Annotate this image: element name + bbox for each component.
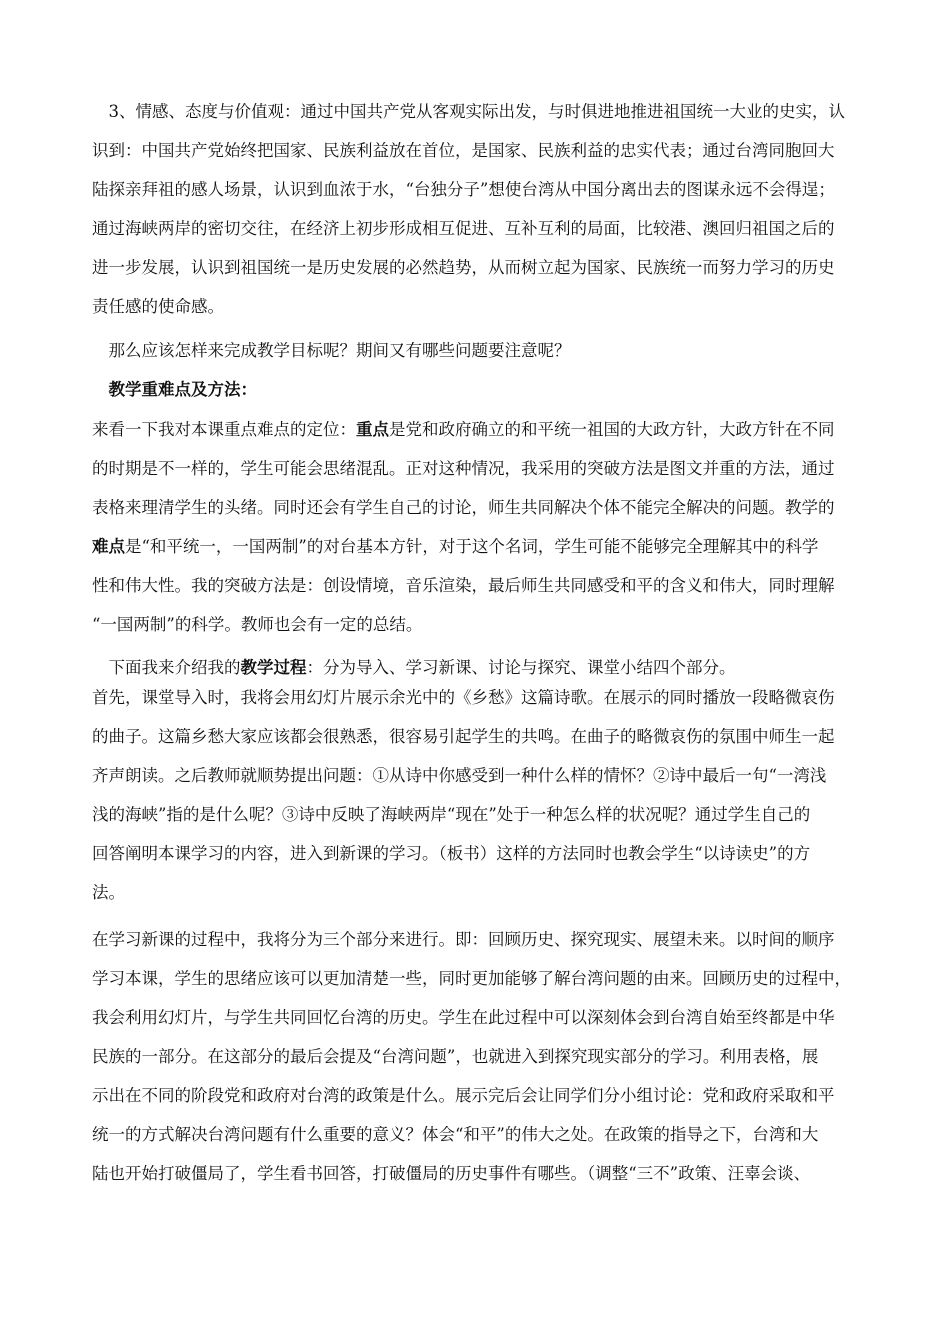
text-line [92, 459, 835, 479]
text-segment: 齐声朗读。之后教师就顺势提出问题：①从诗中你感受到一种什么样的情怀？②诗中最后一句“一湾浅 [92, 766, 827, 785]
text-line [92, 615, 422, 635]
text-segment: 示出在不同的阶段党和政府对台湾的政策是什么。展示完后会让同学们分小组讨论：党和政府采取和平 [92, 1086, 835, 1105]
text-segment: 的时期是不一样的，学生可能会思绪混乱。正对这种情况，我采用的突破方法是图文并重的方法，通过 [92, 459, 835, 478]
bold-text-segment: 重点 [356, 420, 389, 439]
text-segment: 的曲子。这篇乡愁大家应该都会很熟悉，很容易引起学生的共鸣。在曲子的略微哀伤的氛围中师生一起 [92, 727, 835, 746]
text-segment: 识到：中国共产党始终把国家、民族利益放在首位，是国家、民族利益的忠实代表；通过台湾同胞回大 [92, 141, 835, 160]
text-line [92, 688, 835, 708]
text-segment: ：分为导入、学习新课、讨论与探究、课堂小结四个部分。 [306, 658, 736, 677]
text-line [92, 141, 835, 161]
text-line [92, 341, 571, 361]
text-segment: 进一步发展，认识到祖国统一是历史发展的必然趋势，从而树立起为国家、民族统一而努力学习的历史 [92, 258, 835, 277]
text-line [92, 766, 826, 786]
text-line [92, 1086, 835, 1106]
text-segment: 首先，课堂导入时，我将会用幻灯片展示余光中的《乡愁》这篇诗歌。在展示的同时播放一段略微哀伤 [92, 688, 835, 707]
bold-text-segment: 教学重难点及方法： [92, 380, 257, 399]
text-segment: “一国两制”的科学。教师也会有一定的总结。 [92, 615, 423, 634]
text-line [92, 576, 835, 596]
text-line [92, 658, 736, 678]
text-line [92, 1164, 810, 1184]
text-segment: 陆探亲拜祖的感人场景，认识到血浓于水，“台独分子”想使台湾从中国分离出去的图谋永远不会得逞； [92, 180, 835, 199]
text-segment: 3、情感、态度与价值观：通过中国共产党从客观实际出发，与时俱进地推进祖国统一大业的史实，认 [92, 102, 845, 121]
text-segment: 下面我来介绍我的 [92, 658, 241, 677]
text-segment: 我会利用幻灯片，与学生共同回忆台湾的历史。学生在此过程中可以深刻体会到台湾自始至终都是中华 [92, 1008, 835, 1027]
bold-text-segment: 教学过程 [240, 658, 307, 677]
text-line [92, 420, 835, 440]
text-segment: 是“和平统一，一国两制”的对台基本方针，对于这个名词，学生可能不能够完全理解其中的科学 [125, 537, 819, 556]
bold-text-segment: 难点 [92, 537, 125, 556]
text-segment: 那么应该怎样来完成教学目标呢？期间又有哪些问题要注意呢？ [92, 341, 571, 360]
text-segment: 民族的一部分。在这部分的最后会提及“台湾问题”，也就进入到探究现实部分的学习。利用表格，展 [92, 1047, 819, 1066]
text-line [92, 297, 224, 317]
text-line [92, 537, 818, 557]
text-line [92, 805, 810, 825]
text-segment: 责任感的使命感。 [92, 297, 224, 316]
text-segment: 法。 [92, 883, 125, 902]
text-line [92, 380, 257, 400]
text-segment: 来看一下我对本课重点难点的定位： [92, 420, 356, 439]
text-line [92, 1008, 835, 1028]
text-line [92, 969, 851, 989]
text-segment: 回答阐明本课学习的内容，进入到新课的学习。（板书）这样的方法同时也教会学生“以诗读史”的方 [92, 844, 811, 863]
text-segment: 是党和政府确立的和平统一祖国的大政方针，大政方针在不同 [389, 420, 835, 439]
text-line [92, 883, 125, 903]
text-segment: 表格来理清学生的头绪。同时还会有学生自己的讨论，师生共同解决个体不能完全解决的问题。教学的 [92, 498, 835, 517]
text-line [92, 844, 810, 864]
text-line [92, 727, 835, 747]
text-line [92, 219, 835, 239]
text-line [92, 498, 835, 518]
text-segment: 统一的方式解决台湾问题有什么重要的意义？体会“和平”的伟大之处。在政策的指导之下，台湾和大 [92, 1125, 819, 1144]
text-segment: 学习本课，学生的思绪应该可以更加清楚一些，同时更加能够了解台湾问题的由来。回顾历史的过程中， [92, 969, 851, 988]
text-line [92, 930, 835, 950]
text-line [92, 180, 835, 200]
text-segment: 性和伟大性。我的突破方法是：创设情境，音乐渲染，最后师生共同感受和平的含义和伟大，同时理解 [92, 576, 835, 595]
text-line [92, 102, 845, 122]
text-segment: 在学习新课的过程中，我将分为三个部分来进行。即：回顾历史、探究现实、展望未来。以时间的顺序 [92, 930, 835, 949]
text-line [92, 1047, 818, 1067]
text-line [92, 258, 835, 278]
text-segment: 通过海峡两岸的密切交往，在经济上初步形成相互促进、互补互利的局面，比较港、澳回归祖国之后的 [92, 219, 835, 238]
text-segment: 浅的海峡”指的是什么呢？③诗中反映了海峡两岸“现在”处于一种怎么样的状况呢？通过学生自己的 [92, 805, 811, 824]
text-line [92, 1125, 818, 1145]
text-segment: 陆也开始打破僵局了，学生看书回答，打破僵局的历史事件有哪些。（调整“三不”政策、汪辜会谈、 [92, 1164, 811, 1183]
